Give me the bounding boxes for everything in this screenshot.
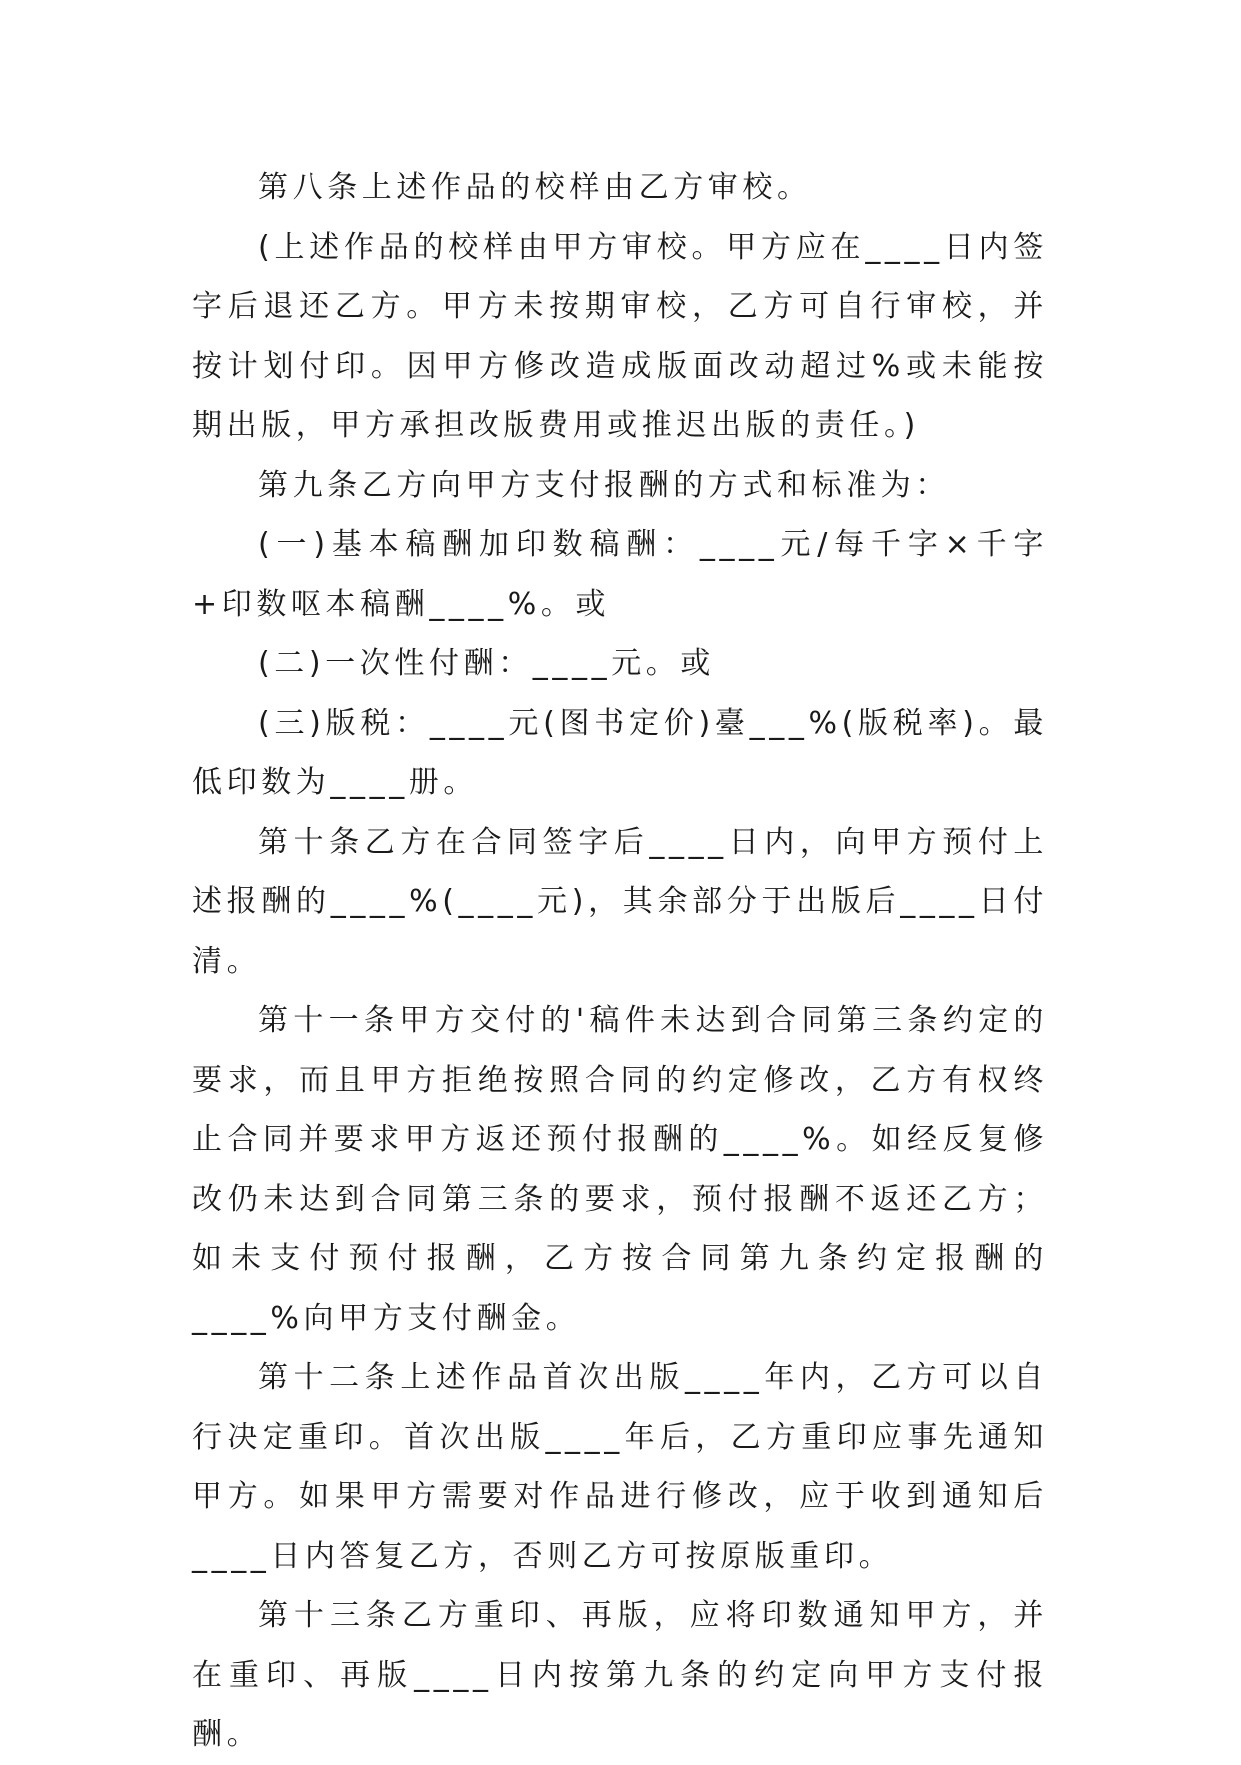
paragraph-article-9-item-1: (一)基本稿酬加印数稿酬：____元/每千字×千字+印数呕本稿酬____%。或 <box>192 527 1048 622</box>
paragraph-article-8-alternative: (上述作品的校样由甲方审校。甲方应在____日内签字后退还乙方。甲方未按期审校，乙方可自行审校，并按计划付印。因甲方修改造成版面改动超过%或未能按期出版，甲方承担改版费用或推迟出版的责任。) <box>192 229 1048 443</box>
paragraph-article-8: 第八条上述作品的校样由乙方审校。 <box>258 170 812 205</box>
paragraph-article-9-item-3: (三)版税：____元(图书定价)臺___%(版税率)。最低印数为____册。 <box>192 705 1048 800</box>
paragraph-article-9-item-2: (二)一次性付酬：____元。或 <box>258 646 716 681</box>
paragraph-article-9: 第九条乙方向甲方支付报酬的方式和标准为： <box>258 467 950 503</box>
paragraph-article-12: 第十二条上述作品首次出版____年内，乙方可以自行决定重印。首次出版____年后，乙方重印应事先通知甲方。如果甲方需要对作品进行修改，应于收到通知后____日内答复乙方，否则乙方可按原版重印。 <box>192 1360 1048 1574</box>
paragraph-article-10: 第十条乙方在合同签字后____日内，向甲方预付上述报酬的____%(____元)，其余部分于出版后____日付清。 <box>192 824 1048 979</box>
paragraph-article-13: 第十三条乙方重印、再版，应将印数通知甲方，并在重印、再版____日内按第九条的约定向甲方支付报酬。 <box>192 1598 1048 1752</box>
document-page <box>192 158 1048 1765</box>
paragraph-article-11: 第十一条甲方交付的'稿件未达到合同第三条约定的要求，而且甲方拒绝按照合同的约定修改，乙方有权终止合同并要求甲方返还预付报酬的____%。如经反复修改仍未达到合同第三条的要求，预付报酬不返还乙方；如未支付预付报酬，乙方按合同第九条约定报酬的____%向甲方支付酬金。 <box>192 1003 1048 1336</box>
